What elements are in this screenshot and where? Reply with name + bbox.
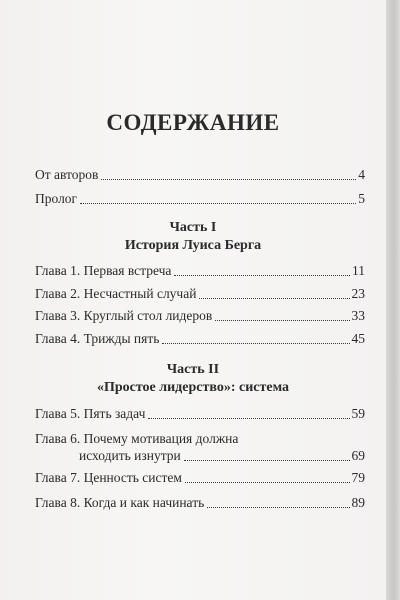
page-number: 59 — [351, 406, 365, 421]
toc-entry-chapter — [35, 330, 365, 347]
toc-entry-chapter — [35, 494, 365, 511]
dot-leader — [199, 297, 349, 299]
part-title: «Простое лидерство»: система — [96, 380, 290, 395]
page-number: 33 — [351, 308, 365, 323]
page-number: 11 — [352, 263, 365, 278]
page-number: 4 — [358, 167, 365, 182]
toc-entry-prologue — [35, 190, 365, 207]
entry-label: Пролог — [35, 191, 78, 206]
entry-label: Глава 5. Пять задач — [35, 406, 146, 421]
toc-title: СОДЕРЖАНИЕ — [106, 110, 280, 135]
page-number: 45 — [351, 331, 365, 346]
toc-entry-chapter — [35, 469, 365, 486]
entry-label: Глава 4. Трижды пять — [35, 331, 160, 346]
entry-label: Глава 7. Ценность систем — [35, 470, 182, 485]
entry-label: Глава 2. Несчастный случай — [35, 286, 197, 301]
toc-entry-chapter — [35, 307, 365, 324]
entry-label: Глава 6. Почему мотивация должна — [35, 431, 239, 446]
toc-entry-chapter — [35, 430, 365, 464]
entry-label: Глава 3. Круглый стол лидеров — [35, 308, 213, 323]
page-number: 23 — [351, 286, 365, 301]
page-number: 89 — [351, 495, 365, 510]
entry-label: Глава 1. Первая встреча — [35, 263, 172, 278]
entry-label-continued: исходить изнутри — [79, 448, 181, 463]
toc-entry-chapter — [35, 285, 365, 302]
part-number: Часть I — [169, 220, 217, 235]
book-spine — [386, 0, 400, 600]
dot-leader — [184, 459, 350, 461]
dot-leader — [162, 342, 349, 344]
dot-leader — [148, 417, 349, 419]
dot-leader — [215, 319, 349, 321]
part-title: История Луиса Берга — [124, 238, 262, 253]
toc-entry-chapter — [35, 262, 365, 279]
dot-leader — [207, 506, 349, 508]
toc-entry-authors — [35, 166, 365, 183]
page-number: 79 — [351, 470, 365, 485]
entry-label: Глава 8. Когда и как начинать — [35, 495, 205, 510]
dot-leader — [101, 178, 356, 180]
dot-leader — [80, 202, 356, 204]
part-number: Часть II — [166, 362, 220, 377]
page-number: 5 — [358, 191, 365, 206]
dot-leader — [174, 274, 350, 276]
dot-leader — [185, 481, 350, 483]
toc-entry-chapter — [35, 405, 365, 422]
entry-label: От авторов — [35, 167, 99, 182]
page-number: 69 — [351, 448, 365, 463]
